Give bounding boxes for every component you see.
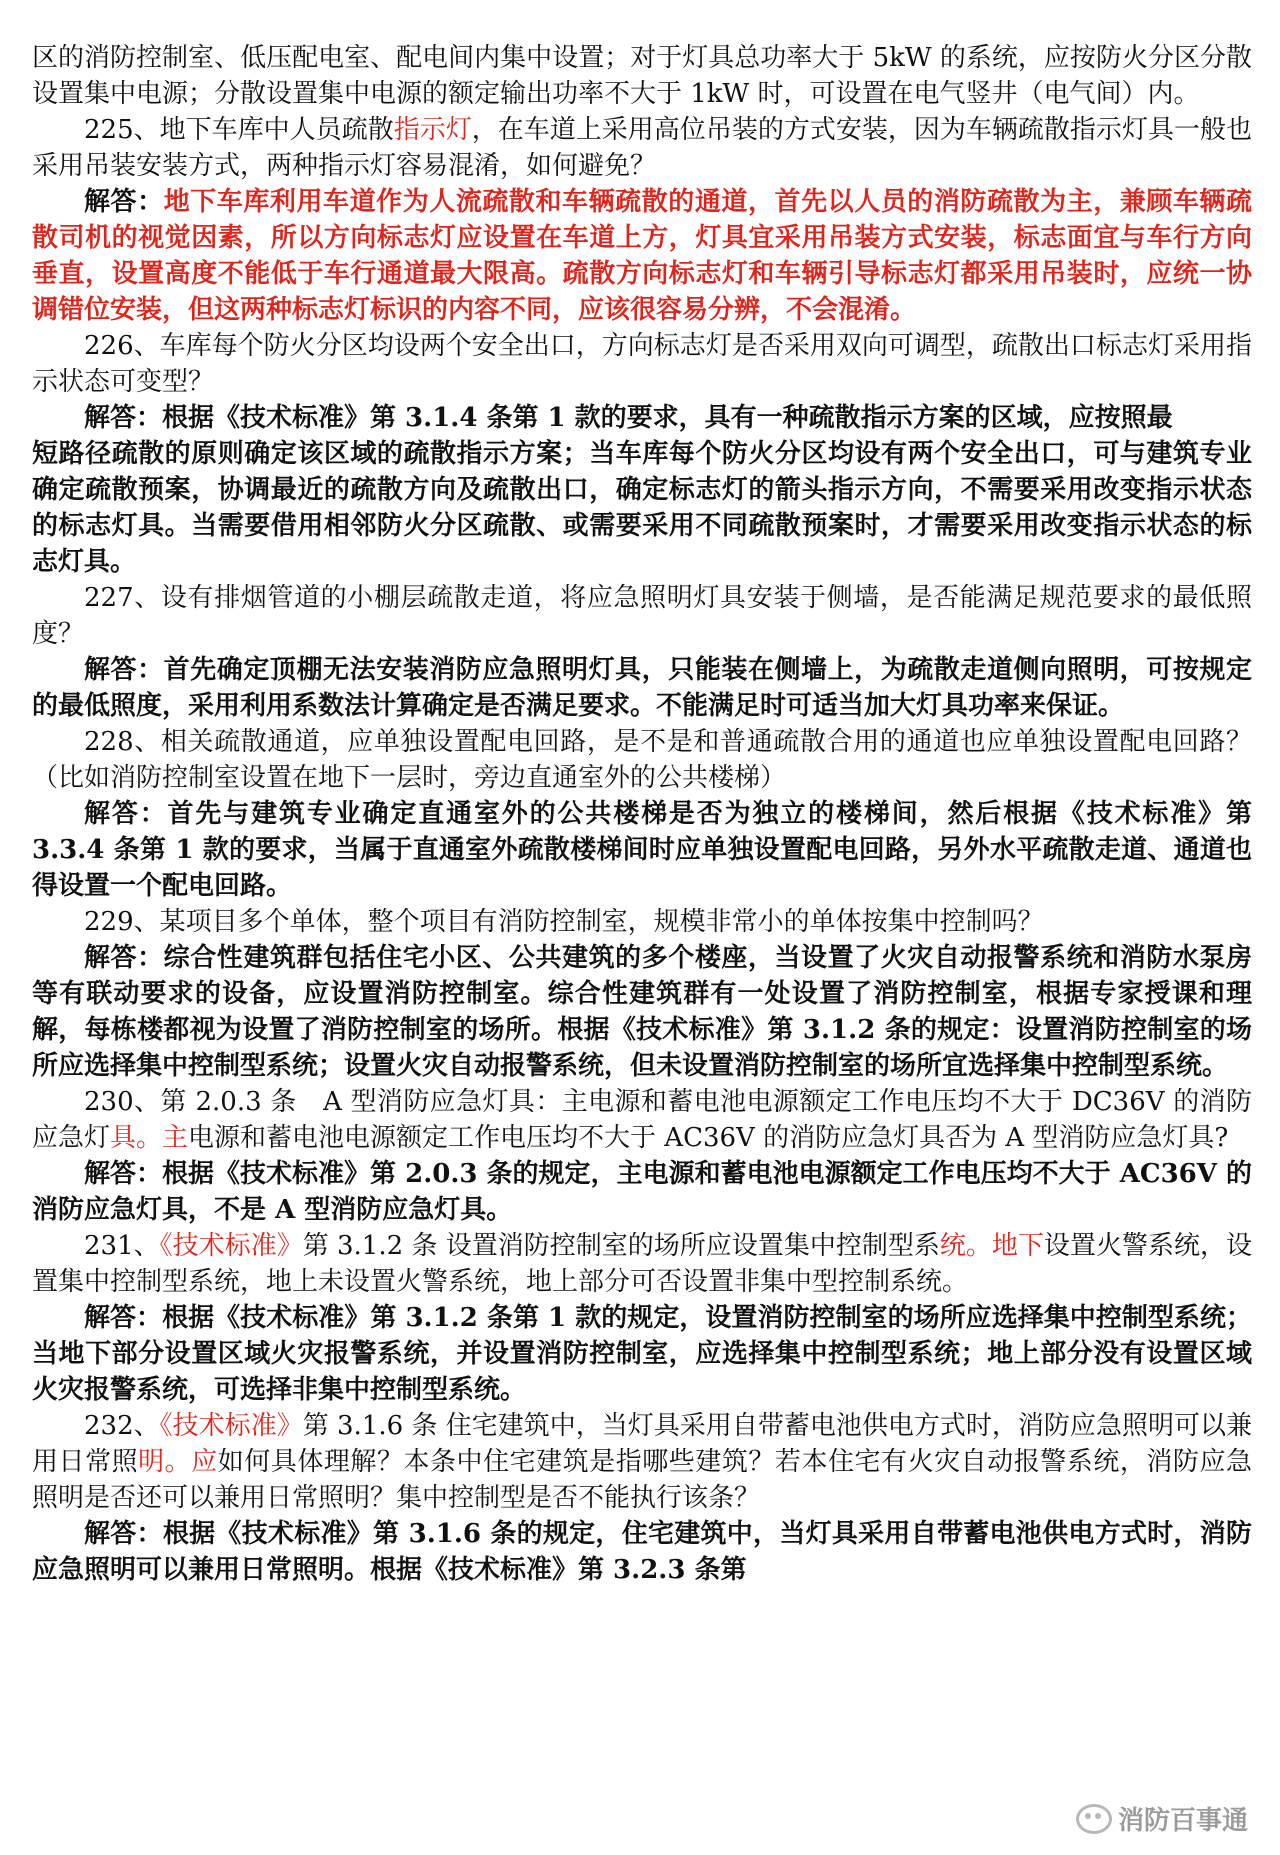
wechat-icon xyxy=(1076,1804,1112,1834)
text-run: 明。应 xyxy=(138,1447,218,1477)
text-run: 229、某项目多个单体，整个项目有消防控制室，规模非常小的单体按集中控制吗？ xyxy=(84,907,1044,937)
watermark xyxy=(1070,1798,1254,1839)
text-run: 解答：首先确定顶棚无法安装消防应急照明灯具，只能装在侧墙上，为疏散走道侧向照明，可按规定的最低照度，采用利用系数法计算确定是否满足要求。不能满足时可适当加大灯具功率来保证。 xyxy=(32,655,1252,721)
watermark-text: 消防百事通 xyxy=(1117,1806,1248,1836)
question-paragraph xyxy=(32,1228,1252,1300)
text-run: 227、设有排烟管道的小棚层疏散走道，将应急照明灯具安装于侧墙，是否能满足规范要求的最低照度？ xyxy=(32,583,1252,649)
question-paragraph xyxy=(32,1084,1252,1156)
answer-paragraph xyxy=(32,796,1252,904)
text-run: 230、第 2.0.3 条 A 型消防应急灯具：主电源和蓄电池电源额定工作电压均不大于 DC36V 的消防应急灯 xyxy=(32,1087,1252,1153)
text-run: 解答：根据《技术标准》第 3.1.6 条的规定，住宅建筑中，当灯具采用自带蓄电池供电方式时，消防应急照明可以兼用日常照明。根据《技术标准》第 3.2.3 条第 xyxy=(32,1519,1252,1585)
text-run: 232、 xyxy=(84,1411,160,1441)
text-run: 226、车库每个防火分区均设两个安全出口，方向标志灯是否采用双向可调型，疏散出口标志灯采用指示状态可变型？ xyxy=(32,331,1252,397)
text-run: 解答：根据《技术标准》第 3.1.4 条第 1 款的要求，具有一种疏散指示方案的区域，应按照最 xyxy=(84,403,1173,433)
text-run: 《技术标准》 xyxy=(159,1411,303,1441)
answer-paragraph xyxy=(32,400,1252,436)
text-run: 225、地下车库中人员疏散 xyxy=(84,115,394,145)
question-paragraph xyxy=(32,580,1252,652)
text-run: 解答：根据《技术标准》第 3.1.2 条第 1 款的规定，设置消防控制室的场所应选择集中控制型系统；当地下部分设置区域火灾报警系统，并设置消防控制室，应选择集中控制型系统；地上部分没有设置区域火灾报警系统，可选择非集中控制型系统。 xyxy=(32,1303,1252,1405)
question-paragraph xyxy=(32,328,1252,400)
text-run: 设置火警系统，设置集中控制型系统，地上未设置火警系统，地上部分可否设置非集中型控制系统。 xyxy=(32,1231,1252,1297)
answer-paragraph xyxy=(32,1156,1252,1228)
text-run: 解答： xyxy=(84,187,164,217)
text-run: 如何具体理解？本条中住宅建筑是指哪些建筑？若本住宅有火灾自动报警系统，消防应急照明是否还可以兼用日常照明？集中控制型是否不能执行该条？ xyxy=(32,1447,1252,1513)
answer-paragraph xyxy=(32,652,1252,724)
text-run: 《技术标准》 xyxy=(159,1231,303,1261)
text-run: 统。地下 xyxy=(939,1231,1044,1261)
text-run: 解答：首先与建筑专业确定直通室外的公共楼梯是否为独立的楼梯间，然后根据《技术标准》第 3.3.4 条第 1 款的要求，当属于直通室外疏散楼梯间时应单独设置配电回路，另外水平疏散走道、通道也得设置一个配电回路。 xyxy=(32,799,1252,901)
question-paragraph xyxy=(32,1408,1252,1516)
plain-paragraph xyxy=(32,40,1252,112)
answer-paragraph xyxy=(32,1300,1252,1408)
text-run: 231、 xyxy=(84,1231,160,1261)
text-run: 解答：根据《技术标准》第 2.0.3 条的规定，主电源和蓄电池电源额定工作电压均不大于 AC36V 的消防应急灯具，不是 A 型消防应急灯具。 xyxy=(32,1159,1252,1225)
text-run: 短路径疏散的原则确定该区域的疏散指示方案；当车库每个防火分区均设有两个安全出口，可与建筑专业确定疏散预案，协调最近的疏散方向及疏散出口，确定标志灯的箭头指示方向，不需要采用改变指示状态的标志灯具。当需要借用相邻防火分区疏散、或需要采用不同疏散预案时，才需要采用改变指示状态的标志灯具。 xyxy=(32,439,1252,577)
answer-flush-paragraph xyxy=(32,436,1252,580)
text-run: 228、相关疏散通道，应单独设置配电回路，是不是和普通疏散合用的通道也应单独设置配电回路？（比如消防控制室设置在地下一层时，旁边直通室外的公共楼梯） xyxy=(32,727,1252,793)
question-paragraph xyxy=(32,112,1252,184)
text-run: 解答：综合性建筑群包括住宅小区、公共建筑的多个楼座，当设置了火灾自动报警系统和消防水泵房等有联动要求的设备，应设置消防控制室。综合性建筑群有一处设置了消防控制室，根据专家授课和理解，每栋楼都视为设置了消防控制室的场所。根据《技术标准》第 3.1.2 条的规定：设置消防控制室的场所应选择集中控制型系统；设置火灾自动报警系统，但未设置消防控制室的场所宜选择集中控制型系统。 xyxy=(32,943,1252,1081)
text-run: 第 3.1.2 条 设置消防控制室的场所应设置集中控制型系 xyxy=(302,1231,940,1261)
text-run: 电源和蓄电池电源额定工作电压均不大于 AC36V 的消防应急灯具否为 A 型消防应急灯具? xyxy=(188,1123,1229,1153)
answer-paragraph xyxy=(32,940,1252,1084)
question-paragraph xyxy=(32,904,1252,940)
text-run: 指示灯 xyxy=(393,115,472,145)
text-run: 地下车库利用车道作为人流疏散和车辆疏散的通道，首先以人员的消防疏散为主，兼顾车辆疏散司机的视觉因素，所以方向标志灯应设置在车道上方，灯具宜采用吊装方式安装，标志面宜与车行方向垂直，设置高度不能低于车行通道最大限高。疏散方向标志灯和车辆引导标志灯都采用吊装时，应统一协调错位安装，但这两种标志灯标识的内容不同，应该很容易分辨，不会混淆。 xyxy=(32,187,1252,325)
text-run: 区的消防控制室、低压配电室、配电间内集中设置；对于灯具总功率大于 5kW 的系统，应按防火分区分散设置集中电源；分散设置集中电源的额定输出功率不大于 1kW 时，可设置在电气竖井（电气间）内。 xyxy=(32,43,1252,109)
text-run: 具。主 xyxy=(110,1123,189,1153)
text-run: 第 3.1.6 条 住宅建筑中，当灯具采用自带蓄电池供电方式时，消防应急照明可以兼用日常照 xyxy=(32,1411,1252,1477)
question-paragraph xyxy=(32,724,1252,796)
text-run: ，在车道上采用高位吊装的方式安装，因为车辆疏散指示灯具一般也采用吊装安装方式，两种指示灯容易混淆，如何避免？ xyxy=(32,115,1252,181)
answer-paragraph xyxy=(32,1516,1252,1588)
answer-paragraph xyxy=(32,184,1252,328)
